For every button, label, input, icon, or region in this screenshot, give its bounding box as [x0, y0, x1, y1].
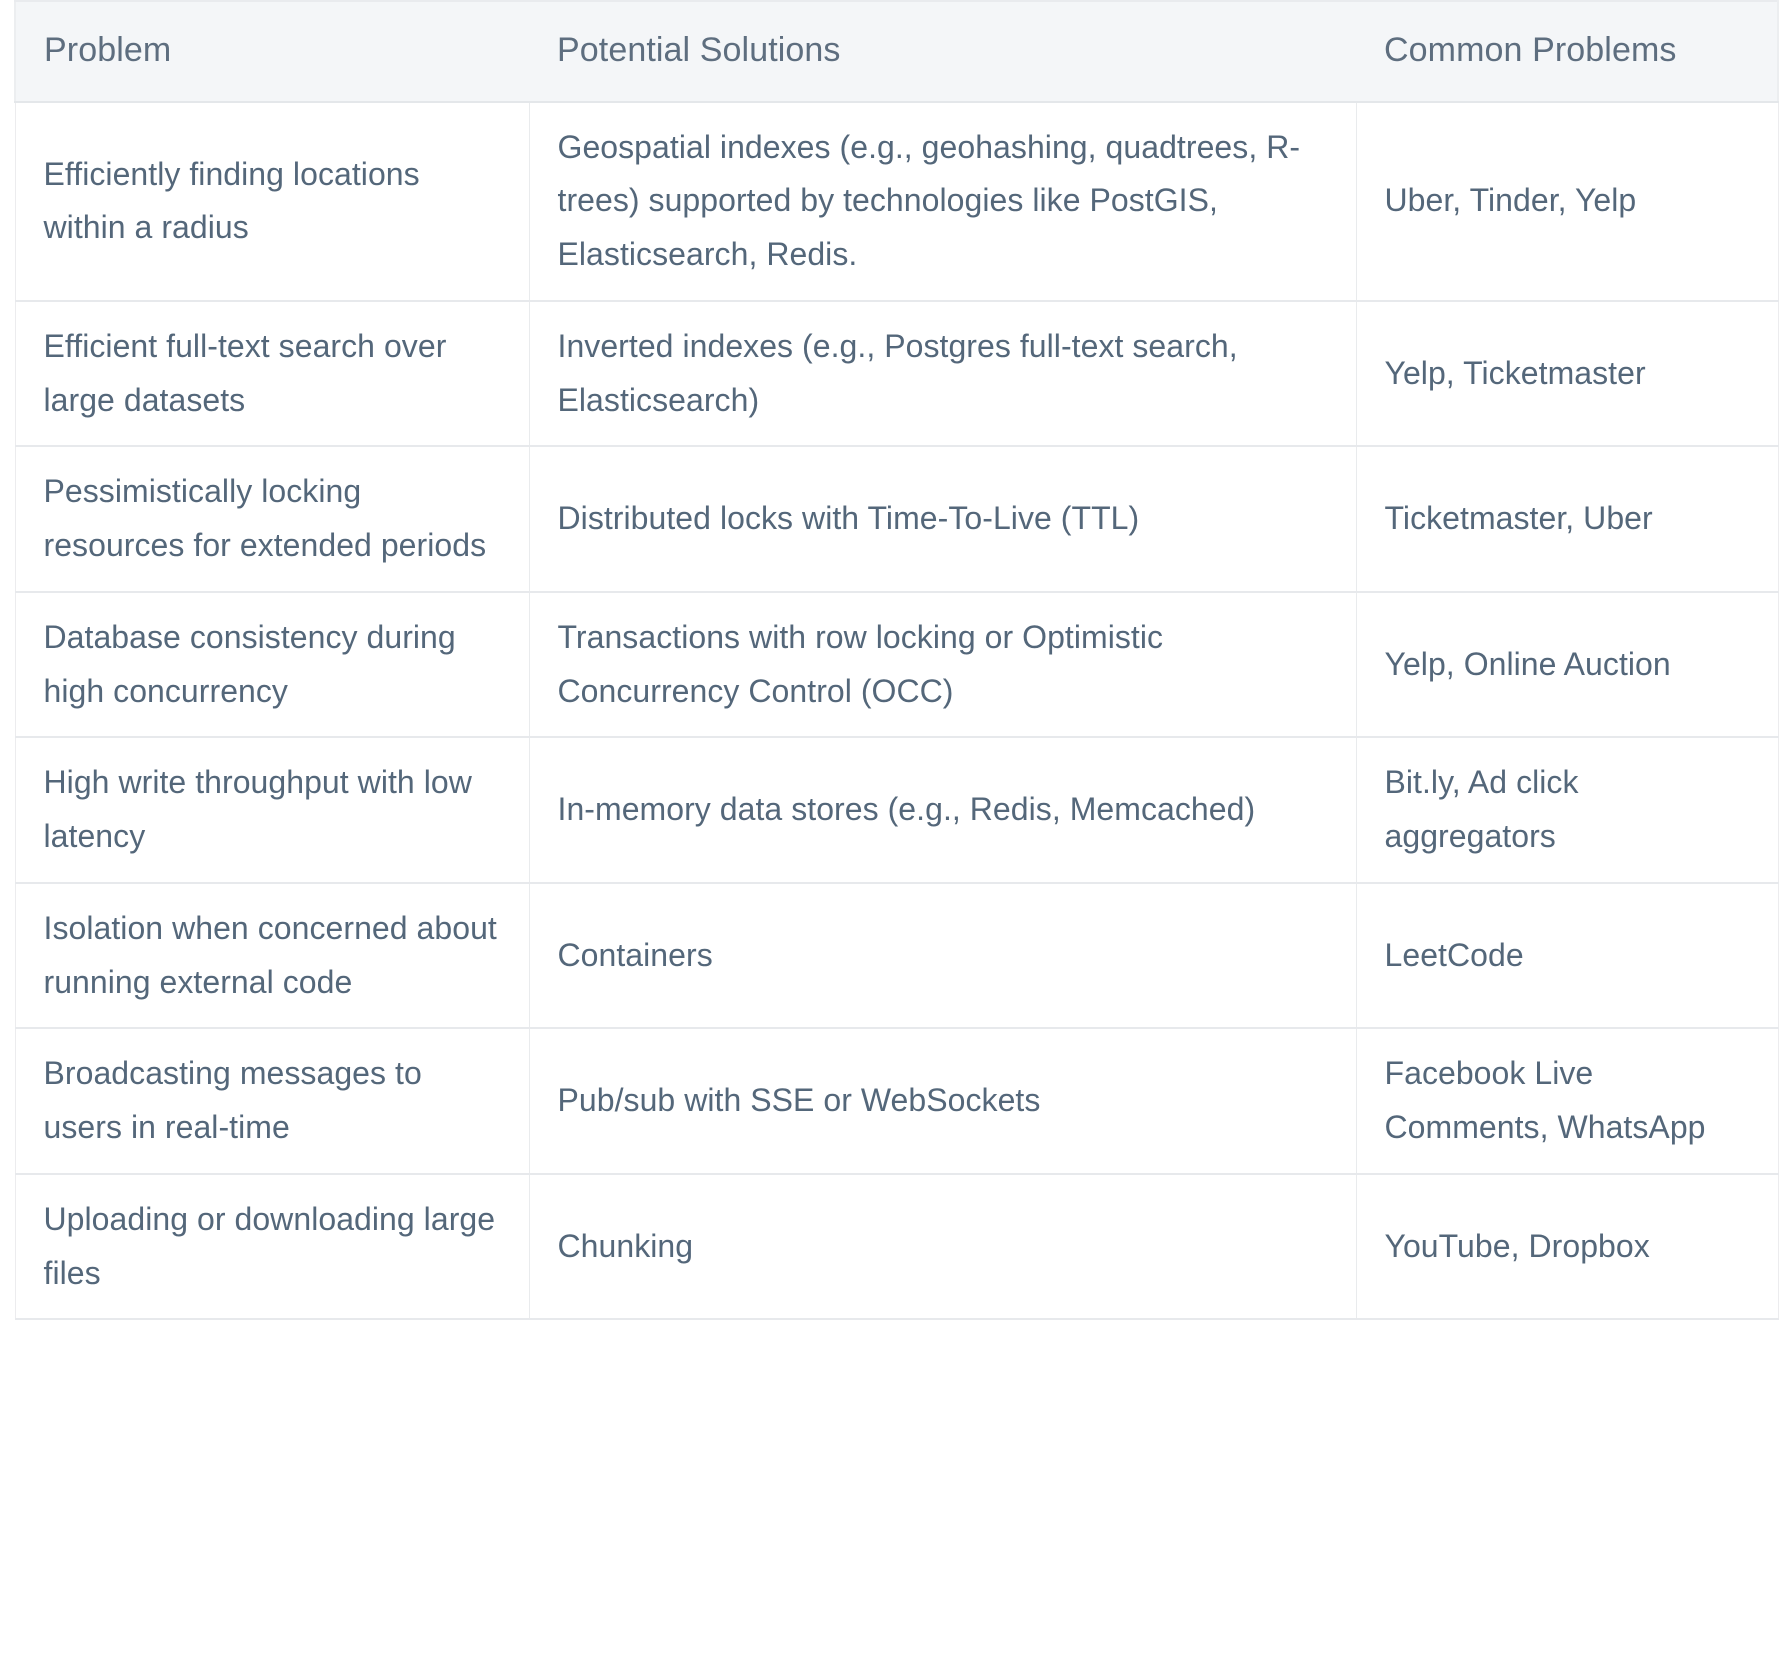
- cell-solution-text: Chunking: [557, 1227, 694, 1264]
- cell-problem-text: Isolation when concerned about running external code: [43, 909, 497, 1000]
- cell-common-text: Yelp, Online Auction: [1384, 645, 1671, 682]
- cell-solution: [529, 883, 1356, 1029]
- cell-problem: [15, 592, 529, 738]
- cell-common: [1356, 1028, 1778, 1174]
- table-header: [15, 1, 1778, 102]
- cell-solution-text: Containers: [557, 936, 713, 973]
- cell-common-text: Uber, Tinder, Yelp: [1384, 182, 1637, 219]
- cell-problem: [15, 1028, 529, 1174]
- table-row: [15, 1174, 1778, 1320]
- cell-solution-text: Pub/sub with SSE or WebSockets: [557, 1082, 1041, 1119]
- cell-common-text: YouTube, Dropbox: [1384, 1227, 1650, 1264]
- cell-solution: [529, 737, 1356, 883]
- cell-problem-text: High write throughput with low latency: [43, 764, 472, 855]
- cell-solution: [529, 1174, 1356, 1320]
- problem-solutions-table: [14, 0, 1779, 1320]
- cell-solution-text: Distributed locks with Time-To-Live (TTL): [557, 500, 1140, 537]
- column-header-common-problems: [1356, 1, 1778, 102]
- column-header-problem-label: Problem: [44, 31, 172, 69]
- cell-solution: [529, 301, 1356, 447]
- table-row: [15, 737, 1778, 883]
- cell-problem-text: Uploading or downloading large files: [43, 1200, 496, 1291]
- cell-common: [1356, 592, 1778, 738]
- table-row: [15, 301, 1778, 447]
- cell-common: [1356, 102, 1778, 301]
- table-row: [15, 446, 1778, 592]
- cell-common: [1356, 1174, 1778, 1320]
- table-row: [15, 102, 1778, 301]
- cell-solution: [529, 592, 1356, 738]
- cell-problem-text: Database consistency during high concurrency: [43, 618, 456, 709]
- cell-problem-text: Pessimistically locking resources for extended periods: [43, 473, 487, 564]
- cell-problem: [15, 446, 529, 592]
- table-body: [15, 102, 1778, 1320]
- cell-common-text: Bit.ly, Ad click aggregators: [1384, 764, 1579, 855]
- cell-common-text: LeetCode: [1384, 936, 1524, 973]
- cell-problem: [15, 883, 529, 1029]
- cell-common: [1356, 301, 1778, 447]
- cell-problem: [15, 737, 529, 883]
- cell-solution: [529, 446, 1356, 592]
- cell-solution-text: Transactions with row locking or Optimistic Concurrency Control (OCC): [557, 618, 1164, 709]
- cell-common-text: Facebook Live Comments, WhatsApp: [1384, 1055, 1706, 1146]
- cell-common: [1356, 737, 1778, 883]
- column-header-potential-solutions-label: Potential Solutions: [557, 31, 841, 69]
- cell-solution: [529, 1028, 1356, 1174]
- cell-solution-text: In-memory data stores (e.g., Redis, Memcached): [557, 791, 1256, 828]
- cell-problem: [15, 102, 529, 301]
- table-row: [15, 1028, 1778, 1174]
- table-row: [15, 592, 1778, 738]
- cell-solution: [529, 102, 1356, 301]
- problem-solutions-table-container: [14, 0, 1777, 1320]
- cell-common: [1356, 446, 1778, 592]
- column-header-potential-solutions: [529, 1, 1356, 102]
- table-row: [15, 883, 1778, 1029]
- column-header-common-problems-label: Common Problems: [1384, 31, 1677, 69]
- cell-solution-text: Inverted indexes (e.g., Postgres full-text search, Elasticsearch): [557, 327, 1238, 418]
- cell-common-text: Ticketmaster, Uber: [1384, 500, 1653, 537]
- column-header-problem: [15, 1, 529, 102]
- cell-solution-text: Geospatial indexes (e.g., geohashing, quadtrees, R-trees) supported by technologies like PostGIS, Elasticsearch, Redis.: [557, 128, 1301, 273]
- cell-problem-text: Efficient full-text search over large datasets: [43, 327, 447, 418]
- cell-problem: [15, 1174, 529, 1320]
- cell-problem-text: Broadcasting messages to users in real-time: [43, 1055, 422, 1146]
- cell-problem: [15, 301, 529, 447]
- cell-common: [1356, 883, 1778, 1029]
- cell-common-text: Yelp, Ticketmaster: [1384, 354, 1646, 391]
- table-header-row: [15, 1, 1778, 102]
- cell-problem-text: Efficiently finding locations within a radius: [43, 155, 420, 246]
